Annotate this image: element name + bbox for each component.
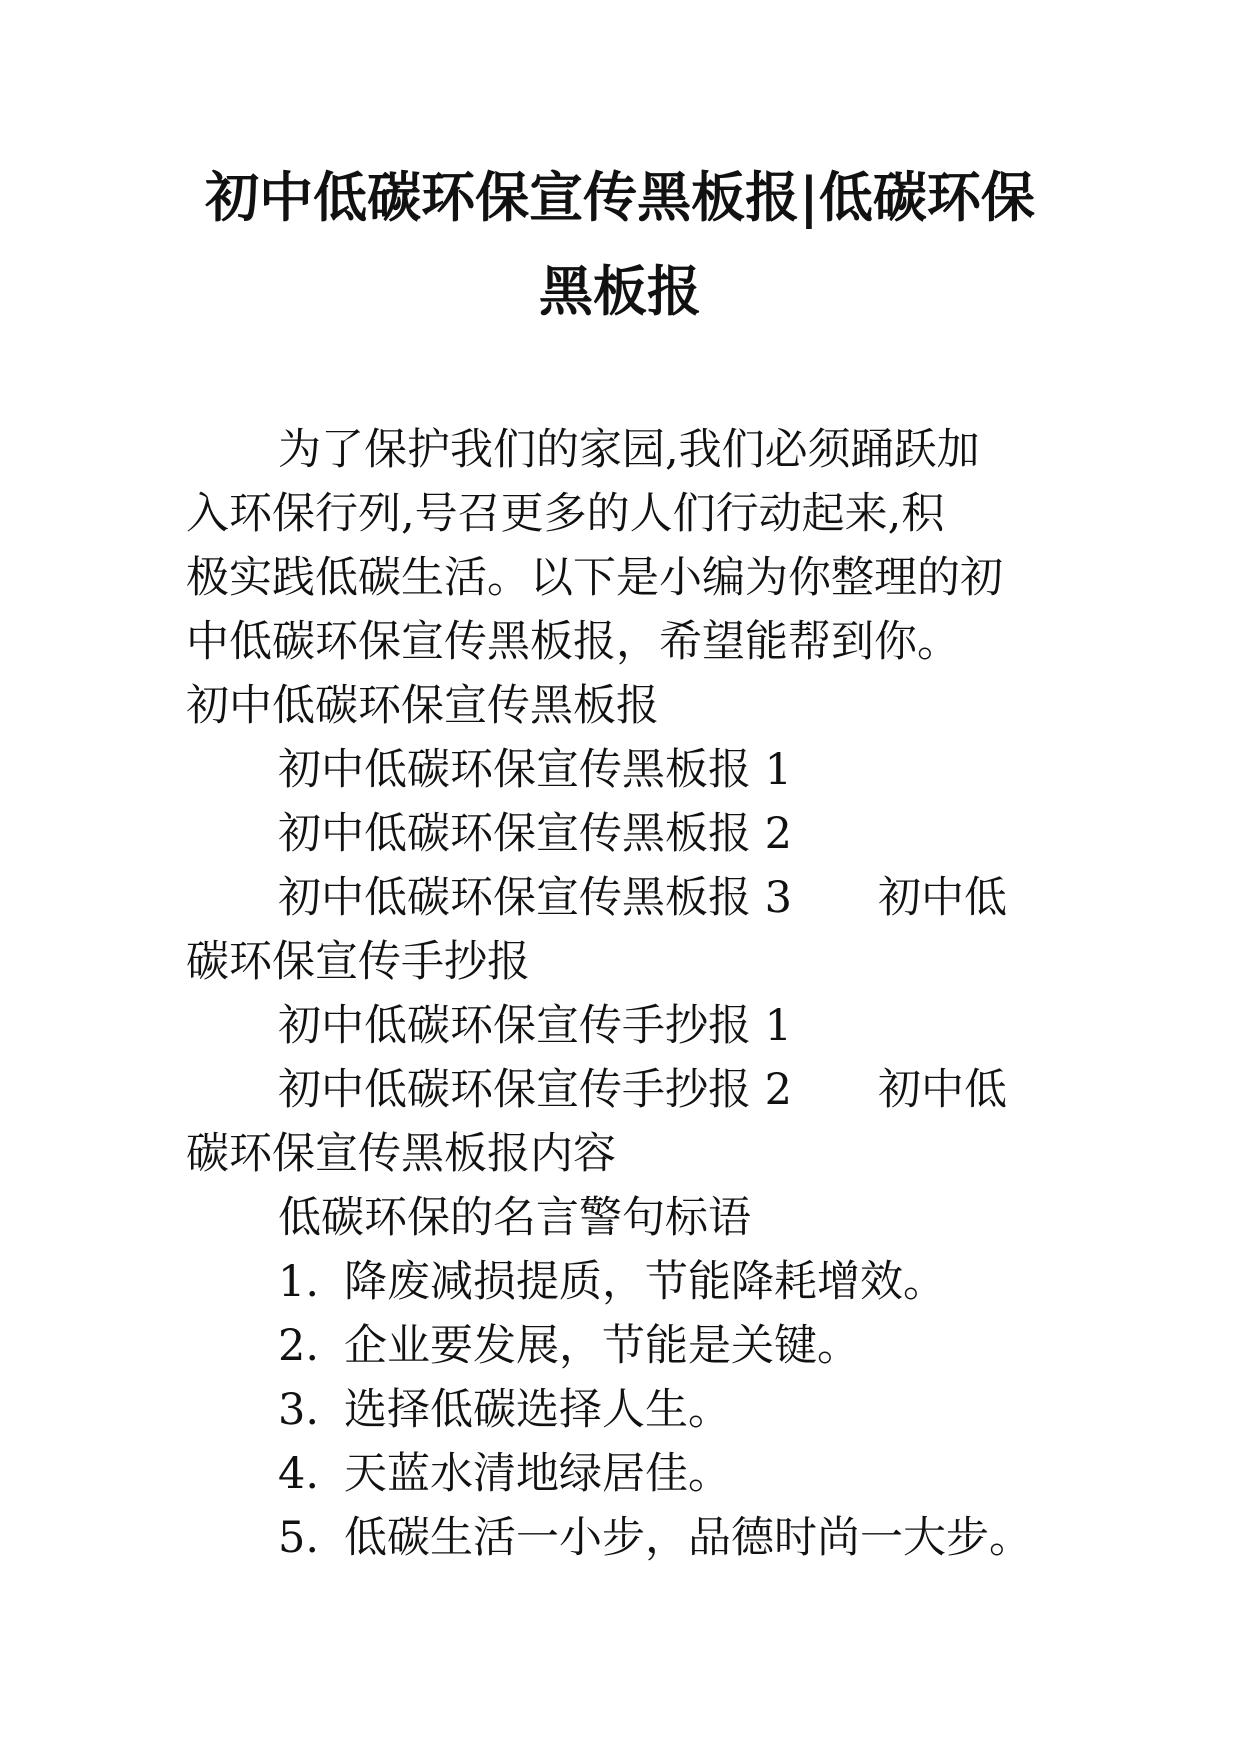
handbill-heading-end: 碳环保宣传手抄报: [186, 937, 530, 987]
board-item-3: 初中低碳环保宣传黑板报 3: [278, 873, 793, 923]
slogan-item: [186, 1250, 1066, 1314]
intro-line-2: 入环保行列,号召更多的人们行动起来,积: [186, 489, 945, 539]
slogan-item: [186, 1506, 1066, 1570]
slogan-text: 低碳生活一小步，品德时尚一大步。: [344, 1513, 1032, 1563]
intro-line-3: 极实践低碳生活。以下是小编为你整理的初: [186, 553, 1003, 603]
handbill-item-2-row: [186, 1058, 1066, 1122]
intro-line-4: 中低碳环保宣传黑板报，希望能帮到你。: [186, 617, 960, 667]
board-item-1: 初中低碳环保宣传黑板报 1: [278, 745, 793, 795]
slogan-number: 2.: [278, 1321, 320, 1371]
slogan-number: 5.: [278, 1513, 320, 1563]
title-line-1: 初中低碳环保宣传黑板报|低碳环保: [205, 165, 1035, 229]
slogan-number: 1.: [278, 1257, 320, 1307]
slogan-item: [186, 1378, 1066, 1442]
board-item-2: 初中低碳环保宣传黑板报 2: [278, 809, 793, 859]
content-heading-end: 碳环保宣传黑板报内容: [186, 1129, 616, 1179]
section-heading: 初中低碳环保宣传黑板报: [186, 681, 659, 731]
handbill-heading-start: 初中低: [878, 873, 1008, 923]
slogan-item: [186, 1442, 1066, 1506]
handbill-item-2: 初中低碳环保宣传手抄报 2: [278, 1065, 793, 1115]
slogan-text: 天蓝水清地绿居佳。: [344, 1449, 731, 1499]
slogan-item: [186, 1314, 1066, 1378]
slogan-heading: 低碳环保的名言警句标语: [278, 1193, 751, 1243]
slogan-number: 4.: [278, 1449, 320, 1499]
title-line-2: 黑板报: [539, 259, 701, 323]
slogan-text: 企业要发展，节能是关键。: [344, 1321, 860, 1371]
slogan-text: 选择低碳选择人生。: [344, 1385, 731, 1435]
document-title: [180, 150, 1060, 338]
slogan-text: 降废减损提质，节能降耗增效。: [344, 1257, 946, 1307]
intro-line-1: 为了保护我们的家园,我们必须踊跃加: [278, 425, 980, 475]
content-heading-start: 初中低: [878, 1065, 1008, 1115]
document-body: [186, 418, 1066, 1570]
slogan-number: 3.: [278, 1385, 320, 1435]
handbill-item-1: 初中低碳环保宣传手抄报 1: [278, 1001, 793, 1051]
board-item-3-row: [186, 866, 1066, 930]
